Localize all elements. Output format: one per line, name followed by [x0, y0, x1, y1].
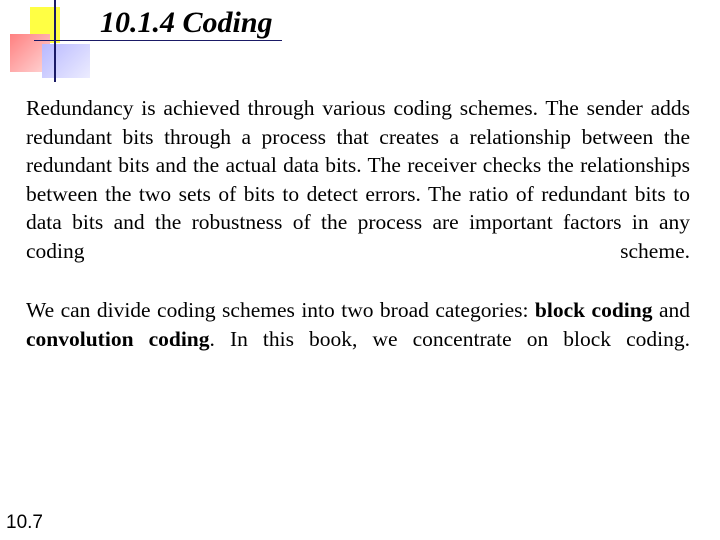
term-block-coding: block coding — [534, 298, 653, 322]
decor-blue-square — [42, 44, 90, 78]
paragraph-categories-text-3: . In this book, we concentrate on block coding. — [209, 326, 690, 351]
decor-horizontal-line — [34, 40, 282, 41]
slide-title: 10.1.4 Coding — [100, 6, 273, 39]
page-number: 10.7 — [6, 512, 43, 533]
paragraph-categories — [26, 296, 690, 353]
decor-vertical-line — [54, 0, 56, 82]
term-convolution-coding: convolution coding — [26, 326, 210, 351]
paragraph-categories-text-2: and — [652, 298, 690, 322]
paragraph-redundancy: Redundancy is achieved through various coding schemes. The sender adds redundant bits through a process that creates a relationship between the redundant bits and the actual data bits. The receiver checks the relationships between the two sets of bits to detect errors. The ratio of redundant bits to data bits and the robustness of the process are important factors in any coding scheme. — [26, 96, 690, 263]
paragraph-categories-text-1: We can divide coding schemes into two broad categories: — [26, 298, 535, 322]
